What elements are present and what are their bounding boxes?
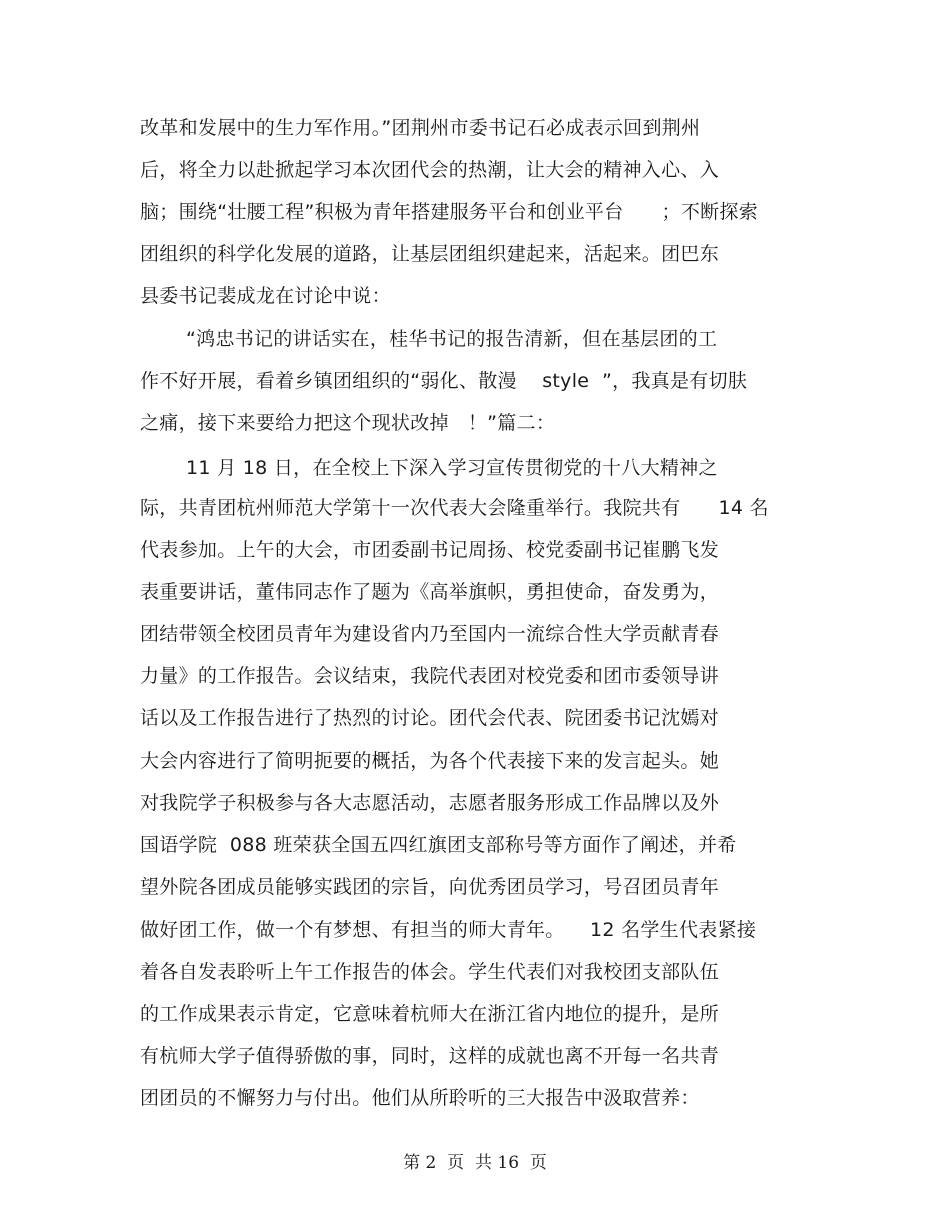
text-line: 作不好开展，看着乡镇团组织的“弱化、散漫 style ”，我真是有切肤 xyxy=(140,370,748,392)
text-line: 团团员的不懈努力与付出。他们从所聆听的三大报告中汲取营养： xyxy=(140,1087,700,1109)
text-line: 后，将全力以赴掀起学习本次团代会的热潮，让大会的精神入心、入 xyxy=(140,159,720,181)
text-line: 力量》的工作报告。会议结束，我院代表团对校党委和团市委领导讲 xyxy=(140,665,720,687)
text-line: 望外院各团成员能够实践团的宗旨，向优秀团员学习，号召团员青年 xyxy=(140,876,720,898)
text-line: 有杭师大学子值得骄傲的事，同时，这样的成就也离不开每一名共青 xyxy=(140,1045,720,1067)
text-line: 话以及工作报告进行了热烈的讨论。团代会代表、院团委书记沈嫣对 xyxy=(140,707,720,729)
text-line: 大会内容进行了简明扼要的概括，为各个代表接下来的发言起头。她 xyxy=(140,750,720,772)
text-line: 对我院学子积极参与各大志愿活动，志愿者服务形成工作品牌以及外 xyxy=(140,792,720,814)
text-line: 着各自发表聆听上午工作报告的体会。学生代表们对我校团支部队伍 xyxy=(140,961,720,983)
text-line: “鸿忠书记的讲话实在，桂华书记的报告清新，但在基层团的工 xyxy=(186,328,718,350)
text-line: 做好团工作，做一个有梦想、有担当的师大青年。 12 名学生代表紧接 xyxy=(140,919,757,941)
text-line: 团结带领全校团员青年为建设省内乃至国内一流综合性大学贡献青春 xyxy=(140,623,720,645)
text-line: 代表参加。上午的大会，市团委副书记周扬、校党委副书记崔鹏飞发 xyxy=(140,539,720,561)
page-footer: 第 2 页 共 16 页 xyxy=(403,1153,547,1173)
text-line: 县委书记裴成龙在讨论中说： xyxy=(140,285,391,307)
text-line: 改革和发展中的生力军作用。”团荆州市委书记石必成表示回到荆州 xyxy=(140,117,701,139)
text-line: 11 月 18 日，在全校上下深入学习宣传贯彻党的十八大精神之 xyxy=(186,457,718,479)
text-line: 的工作成果表示肯定，它意味着杭师大在浙江省内地位的提升，是所 xyxy=(140,1003,720,1025)
text-line: 团组织的科学化发展的道路，让基层团组织建起来，活起来。团巴东 xyxy=(140,243,720,265)
text-line: 际，共青团杭州师范大学第十一次代表大会隆重举行。我院共有 14 名 xyxy=(140,497,769,519)
text-line: 脑；围绕“壮腰工程”积极为青年搭建服务平台和创业平台 ；不断探索 xyxy=(140,201,759,223)
text-line: 国语学院 088 班荣获全国五四红旗团支部称号等方面作了阐述，并希 xyxy=(140,834,737,856)
text-line: 表重要讲话，董伟同志作了题为《高举旗帜，勇担使命，奋发勇为， xyxy=(140,581,720,603)
text-line: 之痛，接下来要给力把这个现状改掉 ！”篇二： xyxy=(140,412,556,434)
